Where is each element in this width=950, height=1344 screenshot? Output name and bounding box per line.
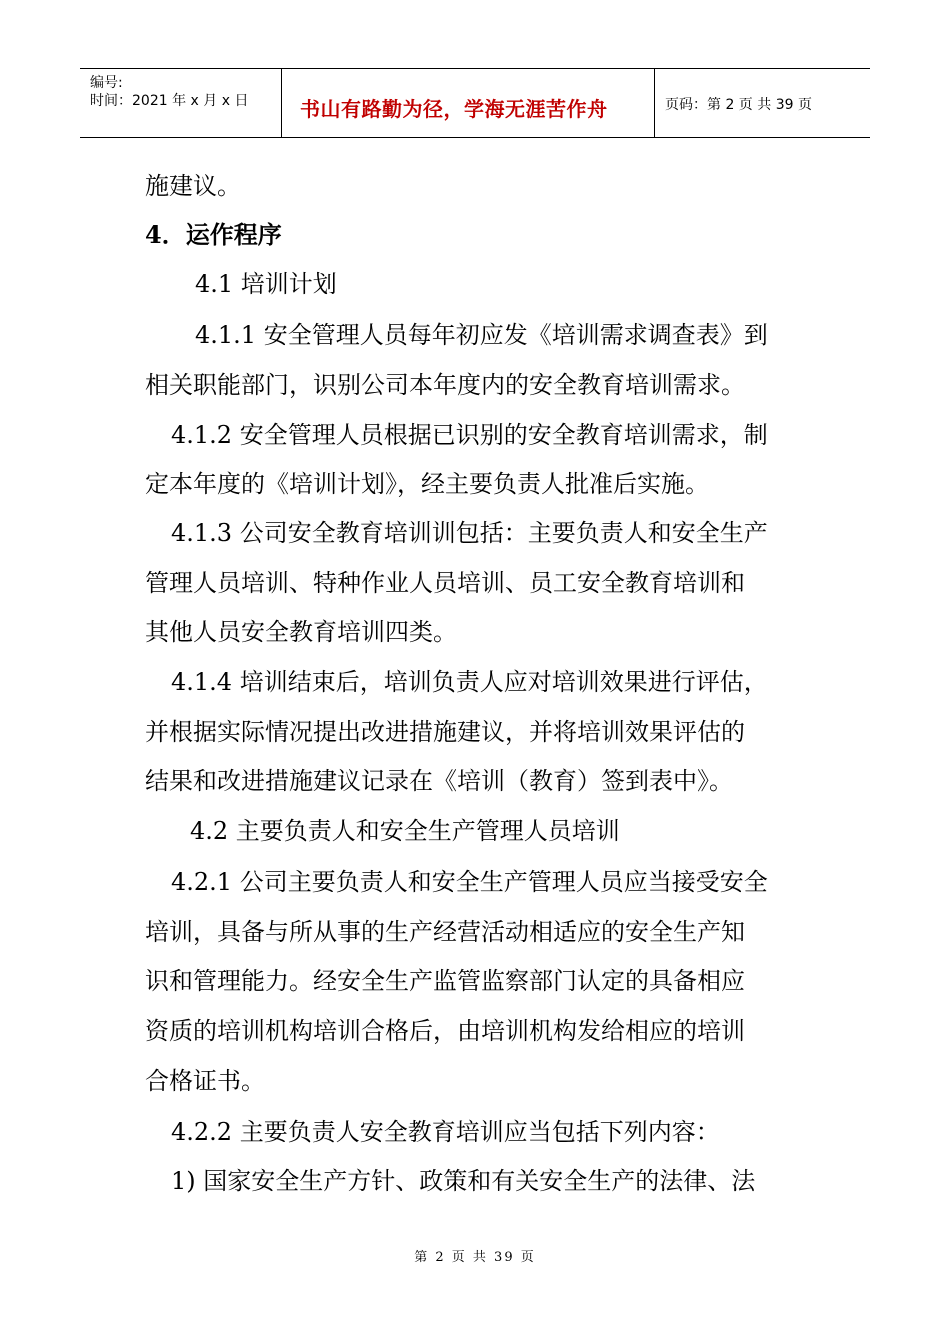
body-line: 资质的培训机构培训合格后，由培训机构发给相应的培训 bbox=[145, 1017, 745, 1045]
body-line: 识和管理能力。经安全生产监管监察部门认定的具备相应 bbox=[145, 967, 745, 995]
body-line: 管理人员培训、特种作业人员培训、员工安全教育培训和 bbox=[145, 569, 745, 597]
page-header bbox=[80, 68, 870, 138]
header-page-code: 页码：第 2 页 共 39 页 bbox=[665, 97, 812, 113]
section-heading: 4．运作程序 bbox=[145, 220, 282, 249]
body-line: 4.1.2 安全管理人员根据已识别的安全教育培训需求，制 bbox=[171, 421, 768, 449]
subsection-heading: 4.2 主要负责人和安全生产管理人员培训 bbox=[190, 817, 620, 845]
header-motto-cell bbox=[282, 69, 655, 137]
body-line: 其他人员安全教育培训四类。 bbox=[145, 618, 457, 646]
body-line: 4.1.3 公司安全教育培训训包括：主要负责人和安全生产 bbox=[171, 519, 768, 547]
body-line: 4.1.4 培训结束后，培训负责人应对培训效果进行评估， bbox=[171, 668, 768, 696]
body-line: 施建议。 bbox=[145, 172, 241, 200]
body-line: 4.2.1 公司主要负责人和安全生产管理人员应当接受安全 bbox=[171, 868, 768, 896]
body-line: 并根据实际情况提出改进措施建议，并将培训效果评估的 bbox=[145, 718, 745, 746]
body-line: 结果和改进措施建议记录在《培训（教育）签到表中》。 bbox=[145, 767, 733, 795]
body-line: 4.2.2 主要负责人安全教育培训应当包括下列内容： bbox=[171, 1118, 720, 1146]
header-meta-cell bbox=[80, 69, 282, 137]
body-line: 相关职能部门，识别公司本年度内的安全教育培训需求。 bbox=[145, 371, 745, 399]
header-motto: 书山有路勤为径，学海无涯苦作舟 bbox=[300, 97, 608, 121]
body-line: 4.1.1 安全管理人员每年初应发《培训需求调查表》到 bbox=[195, 321, 768, 349]
header-page-cell bbox=[655, 69, 870, 137]
page-footer: 第 2 页 共 39 页 bbox=[414, 1250, 536, 1265]
document-number-label: 编号: bbox=[90, 75, 123, 91]
list-item: 1) 国家安全生产方针、政策和有关安全生产的法律、法 bbox=[171, 1167, 756, 1195]
body-line: 培训，具备与所从事的生产经营活动相适应的安全生产知 bbox=[145, 918, 745, 946]
subsection-heading: 4.1 培训计划 bbox=[195, 270, 337, 298]
body-line: 合格证书。 bbox=[145, 1067, 265, 1095]
document-date: 时间：2021 年 x 月 x 日 bbox=[90, 93, 249, 109]
body-line: 定本年度的《培训计划》，经主要负责人批准后实施。 bbox=[145, 470, 709, 498]
